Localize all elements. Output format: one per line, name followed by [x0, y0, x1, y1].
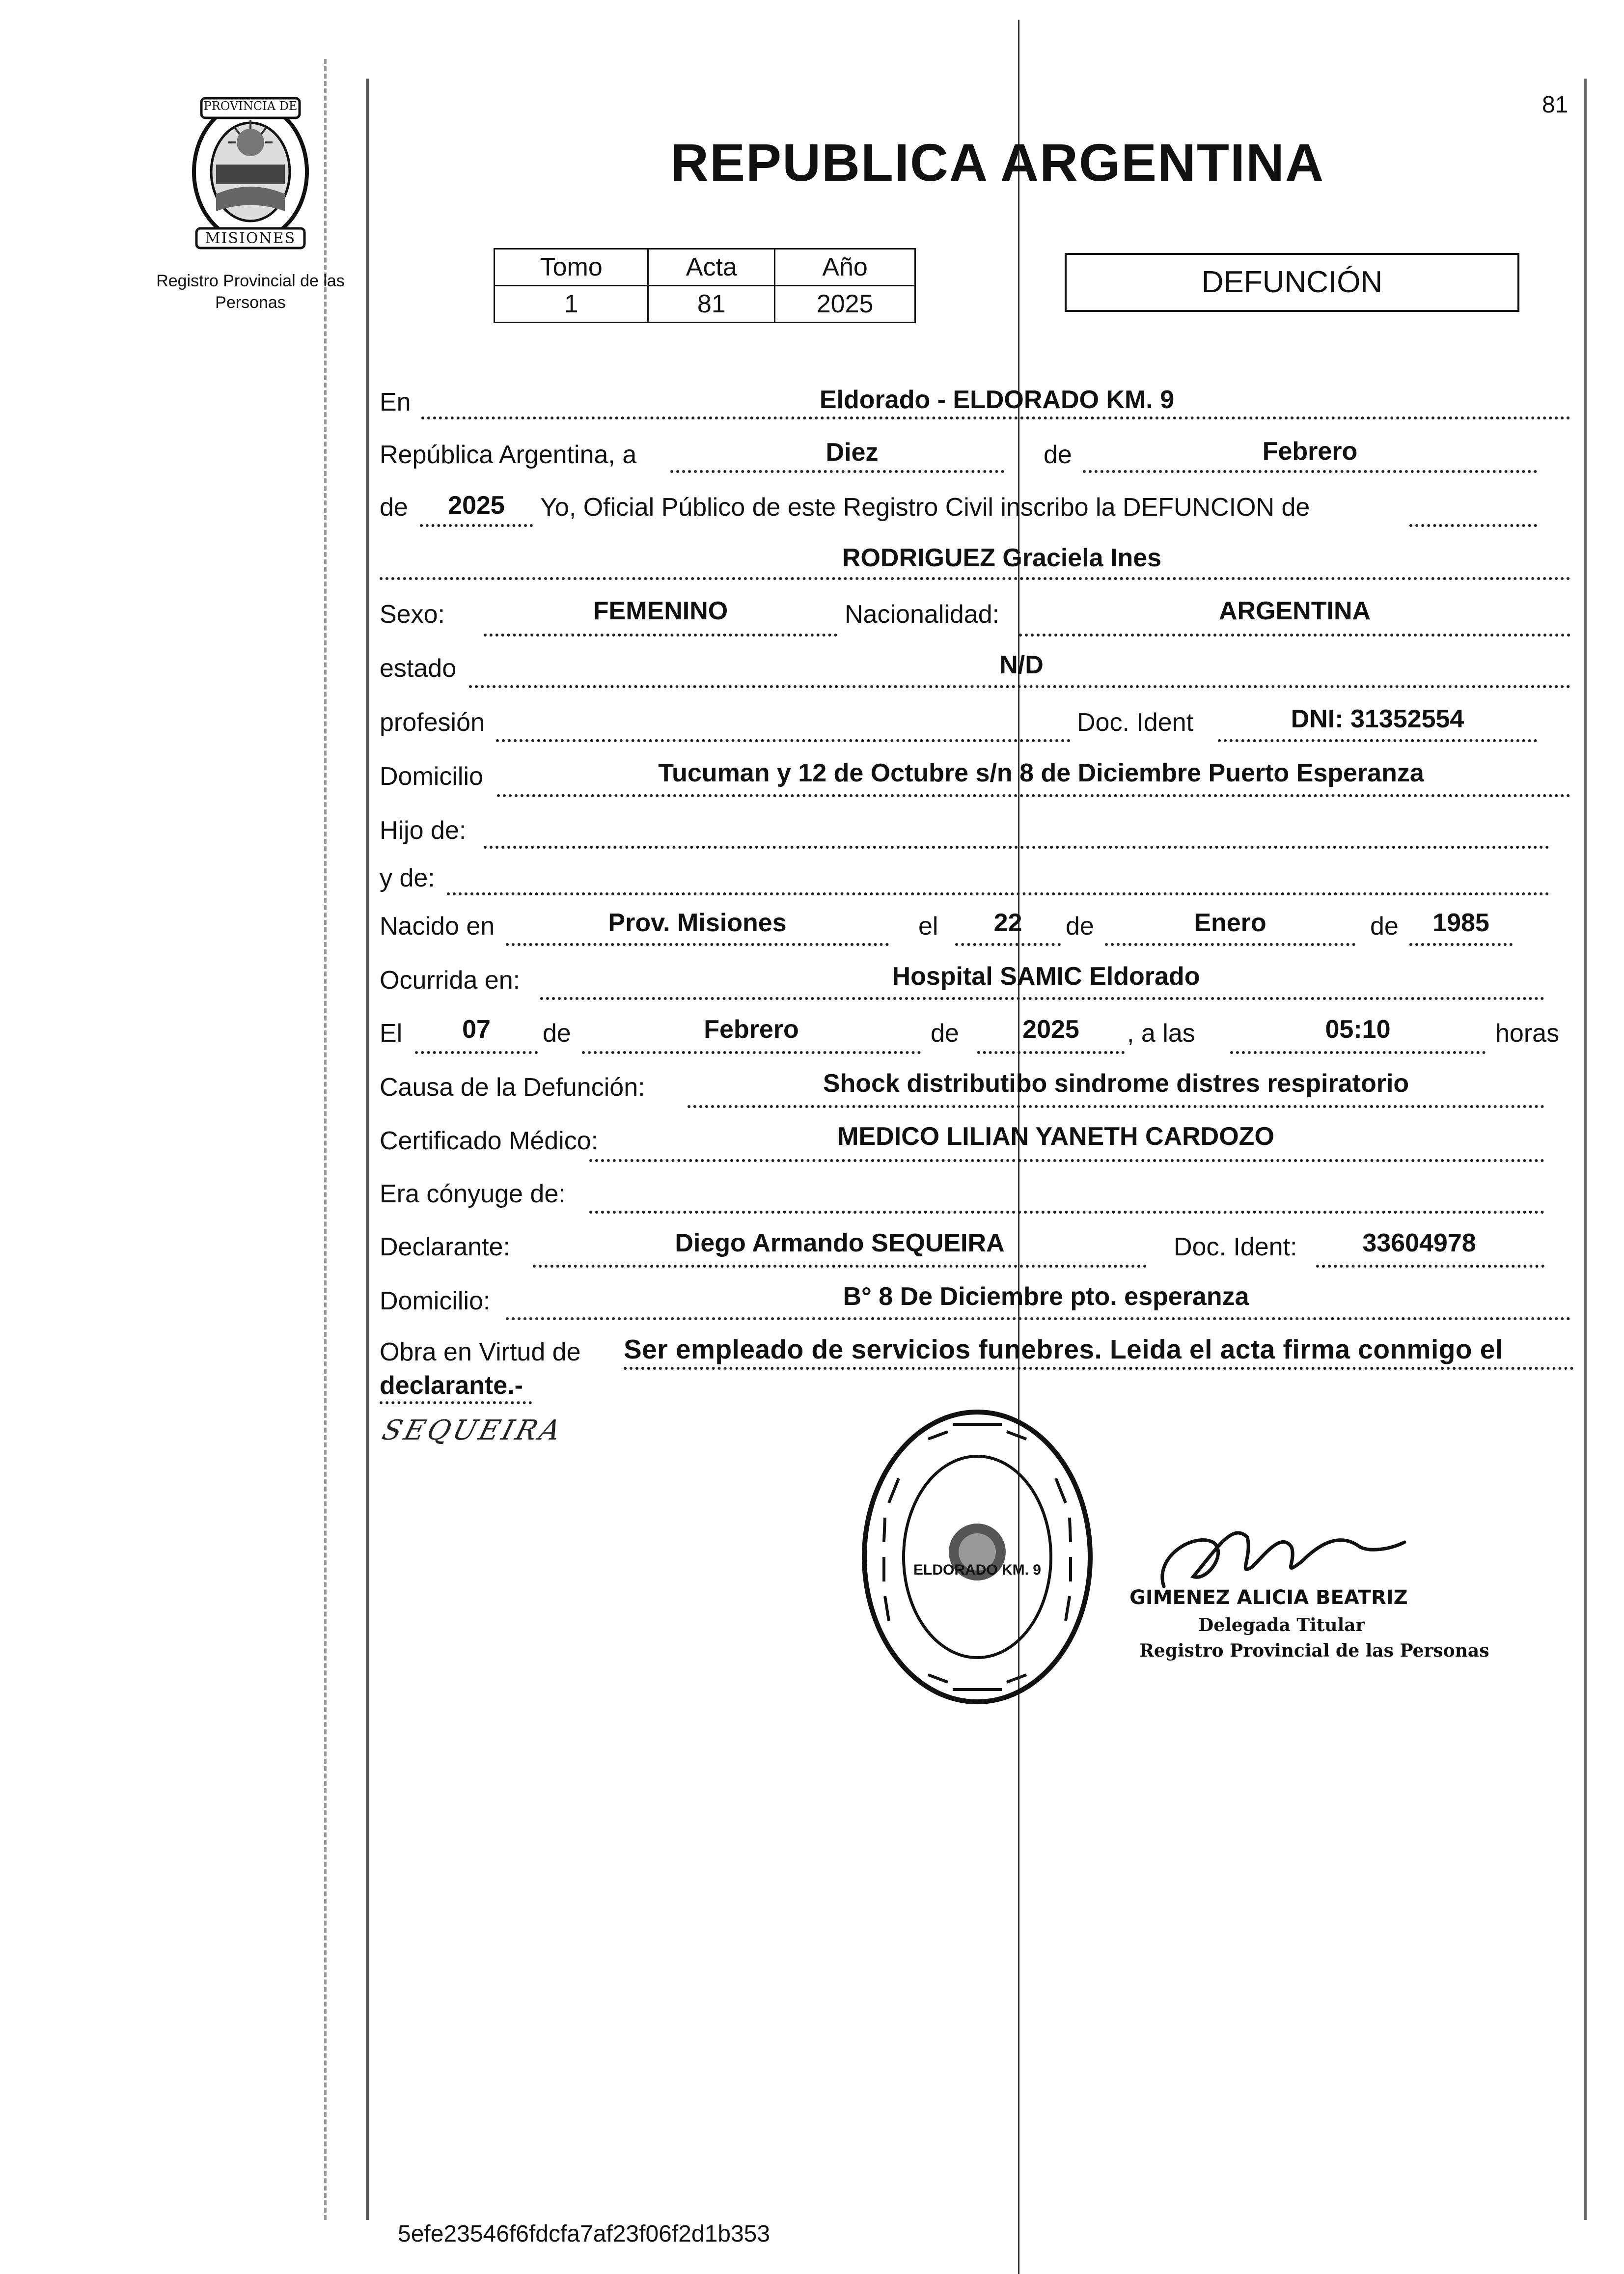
deceased-document: DNI: 31352554	[1291, 705, 1464, 733]
address-underline	[497, 794, 1570, 797]
table-header-ano: Año	[775, 249, 915, 286]
label-doc-ident: Doc. Ident	[1077, 708, 1194, 737]
label-de-1: de	[1044, 441, 1072, 469]
death-time-underline	[1230, 1051, 1486, 1054]
birth-month-underline	[1105, 943, 1355, 946]
officer-role: Delegada Titular	[1198, 1615, 1365, 1636]
obra-text-line2: declarante.-	[380, 1371, 523, 1400]
obra-underline-2	[380, 1401, 532, 1404]
father-underline	[484, 846, 1549, 849]
label-a-las: , a las	[1127, 1019, 1195, 1048]
birth-day: 22	[993, 909, 1022, 937]
civil-status-underline	[469, 685, 1570, 688]
death-place-underline	[540, 997, 1544, 1000]
label-sexo: Sexo:	[380, 600, 445, 629]
death-day-underline	[415, 1051, 538, 1054]
death-year-underline	[977, 1051, 1125, 1054]
deceased-sex: FEMENINO	[593, 597, 728, 625]
label-el-cap: El	[380, 1019, 403, 1048]
deceased-nationality: ARGENTINA	[1218, 597, 1371, 625]
year-underline	[420, 524, 533, 527]
death-cause: Shock distributibo sindrome distres respiratorio	[823, 1069, 1409, 1098]
page-title: REPUBLICA ARGENTINA	[670, 133, 1324, 192]
label-domicilio: Domicilio	[380, 762, 483, 791]
declarant-address-underline	[506, 1317, 1570, 1320]
birth-year: 1985	[1432, 909, 1489, 937]
profession-underline	[496, 739, 1071, 742]
official-stamp	[854, 1405, 1100, 1709]
label-hijo-de: Hijo de:	[380, 816, 467, 845]
label-conyuge: Era cónyuge de:	[380, 1180, 566, 1208]
mother-underline	[447, 892, 1549, 895]
label-estado: estado	[380, 654, 457, 683]
label-doc-ident-declarant: Doc. Ident:	[1174, 1233, 1297, 1261]
death-month: Febrero	[704, 1015, 799, 1044]
label-obra: Obra en Virtud de	[380, 1338, 581, 1366]
volume-table-header-row	[495, 249, 915, 286]
birth-year-underline	[1409, 943, 1513, 946]
birth-month: Enero	[1194, 909, 1266, 937]
stamp-inner-text: ELDORADO KM. 9	[913, 1562, 1041, 1578]
death-time: 05:10	[1325, 1015, 1391, 1044]
death-day: 07	[462, 1015, 491, 1044]
volume-table	[494, 248, 916, 323]
label-de-6: de	[931, 1019, 959, 1048]
registration-year: 2025	[448, 491, 505, 520]
province-emblem	[177, 91, 324, 253]
left-dashed-line	[324, 59, 327, 2220]
label-el: el	[918, 912, 938, 941]
label-causa: Causa de la Defunción:	[380, 1073, 645, 1102]
declarant-name: Diego Armando SEQUEIRA	[675, 1229, 1005, 1257]
place-underline	[421, 416, 1570, 419]
death-month-underline	[582, 1051, 921, 1054]
label-profesion: profesión	[380, 708, 485, 737]
civil-status: N/D	[999, 651, 1044, 679]
left-margin-line	[366, 79, 369, 2220]
deceased-name: RODRIGUEZ Graciela Ines	[842, 544, 1162, 572]
label-horas: horas	[1495, 1019, 1560, 1048]
obra-text-line1: Ser empleado de servicios funebres. Leida el acta firma conmigo el	[624, 1334, 1503, 1364]
right-margin-line	[1584, 79, 1587, 2220]
emblem-bottom-text: MISIONES	[205, 230, 296, 247]
table-value-ano: 2025	[775, 286, 915, 323]
day-underline	[670, 470, 1004, 473]
month-underline	[1083, 470, 1537, 473]
declarant-underline	[533, 1265, 1147, 1268]
officer-name: GIMENEZ ALICIA BEATRIZ	[1129, 1586, 1408, 1609]
record-type-box	[1065, 253, 1519, 312]
nationality-underline	[1019, 634, 1570, 637]
label-domicilio-declarant: Domicilio:	[380, 1287, 491, 1315]
label-certificado: Certificado Médico:	[380, 1127, 599, 1155]
medical-certificate: MEDICO LILIAN YANETH CARDOZO	[837, 1122, 1274, 1151]
registration-month: Febrero	[1262, 437, 1358, 466]
page-number: 81	[1542, 92, 1569, 118]
birth-place-underline	[506, 943, 889, 946]
label-de-3: de	[1066, 912, 1094, 941]
certificate-underline	[589, 1159, 1544, 1162]
label-declarante: Declarante:	[380, 1233, 510, 1261]
obra-underline-1	[624, 1367, 1574, 1370]
death-year: 2025	[1022, 1015, 1079, 1044]
label-nacionalidad: Nacionalidad:	[845, 600, 1000, 629]
declarant-document: 33604978	[1362, 1229, 1476, 1257]
volume-table-value-row	[495, 286, 915, 323]
officer-office: Registro Provincial de las Personas	[1139, 1640, 1489, 1661]
document-underline	[1218, 739, 1537, 742]
label-ocurrida-en: Ocurrida en:	[380, 966, 521, 995]
deceased-address: Tucuman y 12 de Octubre s/n 8 de Diciembre Puerto Esperanza	[658, 759, 1424, 787]
declarant-signature-text: SEQUEIRA	[379, 1414, 567, 1446]
label-de-2: de	[380, 493, 408, 522]
registration-day: Diez	[826, 438, 879, 467]
deceased-trailing-underline	[1409, 524, 1537, 527]
label-republica: República Argentina, a	[380, 441, 637, 469]
document-hash: 5efe23546f6fdcfa7af23f06f2d1b353	[398, 2221, 771, 2247]
label-y-de: y de:	[380, 864, 435, 892]
label-yo-oficial: Yo, Oficial Público de este Registro Civil inscribo la DEFUNCION de	[540, 493, 1310, 522]
label-en: En	[380, 388, 411, 416]
deceased-name-underline	[380, 577, 1570, 580]
label-de-4: de	[1370, 912, 1399, 941]
sex-underline	[484, 634, 837, 637]
label-nacido-en: Nacido en	[380, 912, 495, 941]
table-header-acta: Acta	[648, 249, 775, 286]
declarant-address: B° 8 De Diciembre pto. esperanza	[843, 1282, 1249, 1311]
table-value-acta: 81	[648, 286, 775, 323]
birth-place: Prov. Misiones	[608, 909, 787, 937]
table-value-tomo: 1	[495, 286, 648, 323]
registry-name: Registro Provincial de las Personas	[156, 272, 345, 312]
emblem-top-text: PROVINCIA DE	[203, 99, 298, 113]
birth-day-underline	[955, 943, 1061, 946]
table-header-tomo: Tomo	[495, 249, 648, 286]
label-de-5: de	[543, 1019, 571, 1048]
cause-underline	[688, 1105, 1544, 1108]
spouse-underline	[589, 1211, 1544, 1214]
declarant-signature	[379, 1414, 567, 1446]
death-place: Hospital SAMIC Eldorado	[892, 962, 1200, 991]
registration-place: Eldorado - ELDORADO KM. 9	[819, 386, 1175, 414]
declarant-doc-underline	[1316, 1265, 1544, 1268]
record-type: DEFUNCIÓN	[1201, 265, 1383, 299]
